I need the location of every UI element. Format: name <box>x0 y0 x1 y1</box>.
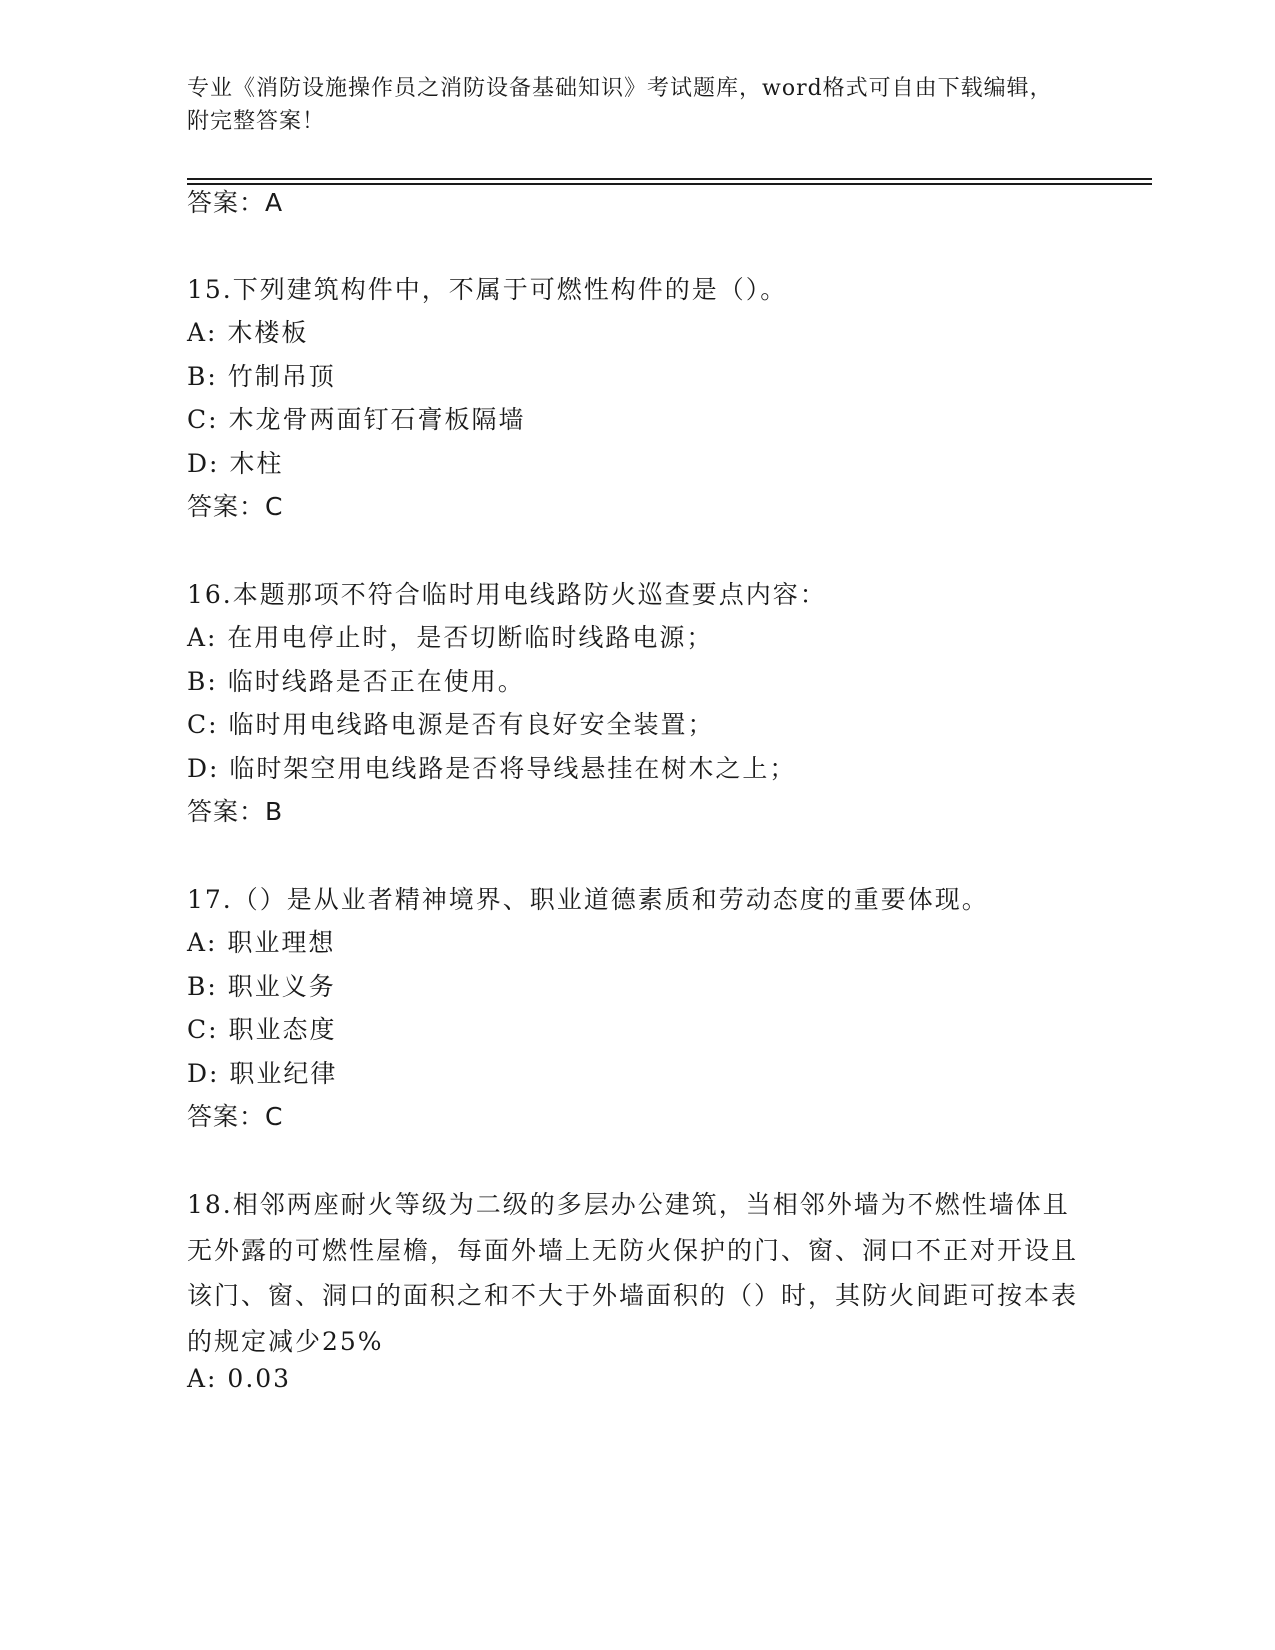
question-17-option-c: C: 职业态度 <box>187 1015 337 1044</box>
question-18-stem: 18.相邻两座耐火等级为二级的多层办公建筑，当相邻外墙为不燃性墙体且无外露的可燃性屋檐，每面外墙上无防火保护的门、窗、洞口不正对开设且该门、窗、洞口的面积之和不大于外墙面积的（）时，其防火间距可按本表的规定减少25% <box>187 1190 1079 1356</box>
header-divider-top <box>187 178 1152 180</box>
question-15-option-d: D: 木柱 <box>187 449 284 478</box>
question-18-option-a: A: 0.03 <box>187 1364 292 1393</box>
header-divider-bottom <box>187 183 1152 185</box>
question-15-option-a: A: 木楼板 <box>187 318 309 347</box>
question-15-option-b: B: 竹制吊顶 <box>187 362 336 391</box>
question-15-answer: 答案：C <box>187 492 284 521</box>
question-15-stem: 15.下列建筑构件中，不属于可燃性构件的是（）。 <box>187 275 788 304</box>
question-16-option-b: B: 临时线路是否正在使用。 <box>187 667 525 696</box>
question-16-stem: 16.本题那项不符合临时用电线路防火巡查要点内容： <box>187 580 827 609</box>
question-17-answer: 答案：C <box>187 1102 284 1131</box>
question-16-option-a: A: 在用电停止时，是否切断临时线路电源； <box>187 623 714 652</box>
document-header: 专业《消防设施操作员之消防设备基础知识》考试题库，word格式可自由下载编辑，附完整答案！ <box>187 76 1053 134</box>
question-16-answer: 答案：B <box>187 797 284 826</box>
question-17-stem: 17.（）是从业者精神境界、职业道德素质和劳动态度的重要体现。 <box>187 885 989 914</box>
question-17-option-a: A: 职业理想 <box>187 928 336 957</box>
question-17-option-d: D: 职业纪律 <box>187 1059 338 1088</box>
question-16-option-c: C: 临时用电线路电源是否有良好安全装置； <box>187 710 715 739</box>
question-16-option-d: D: 临时架空用电线路是否将导线悬挂在树木之上； <box>187 754 797 783</box>
answer-prev: 答案：A <box>187 188 284 217</box>
question-17-option-b: B: 职业义务 <box>187 972 336 1001</box>
question-15-option-c: C: 木龙骨两面钉石膏板隔墙 <box>187 405 526 434</box>
